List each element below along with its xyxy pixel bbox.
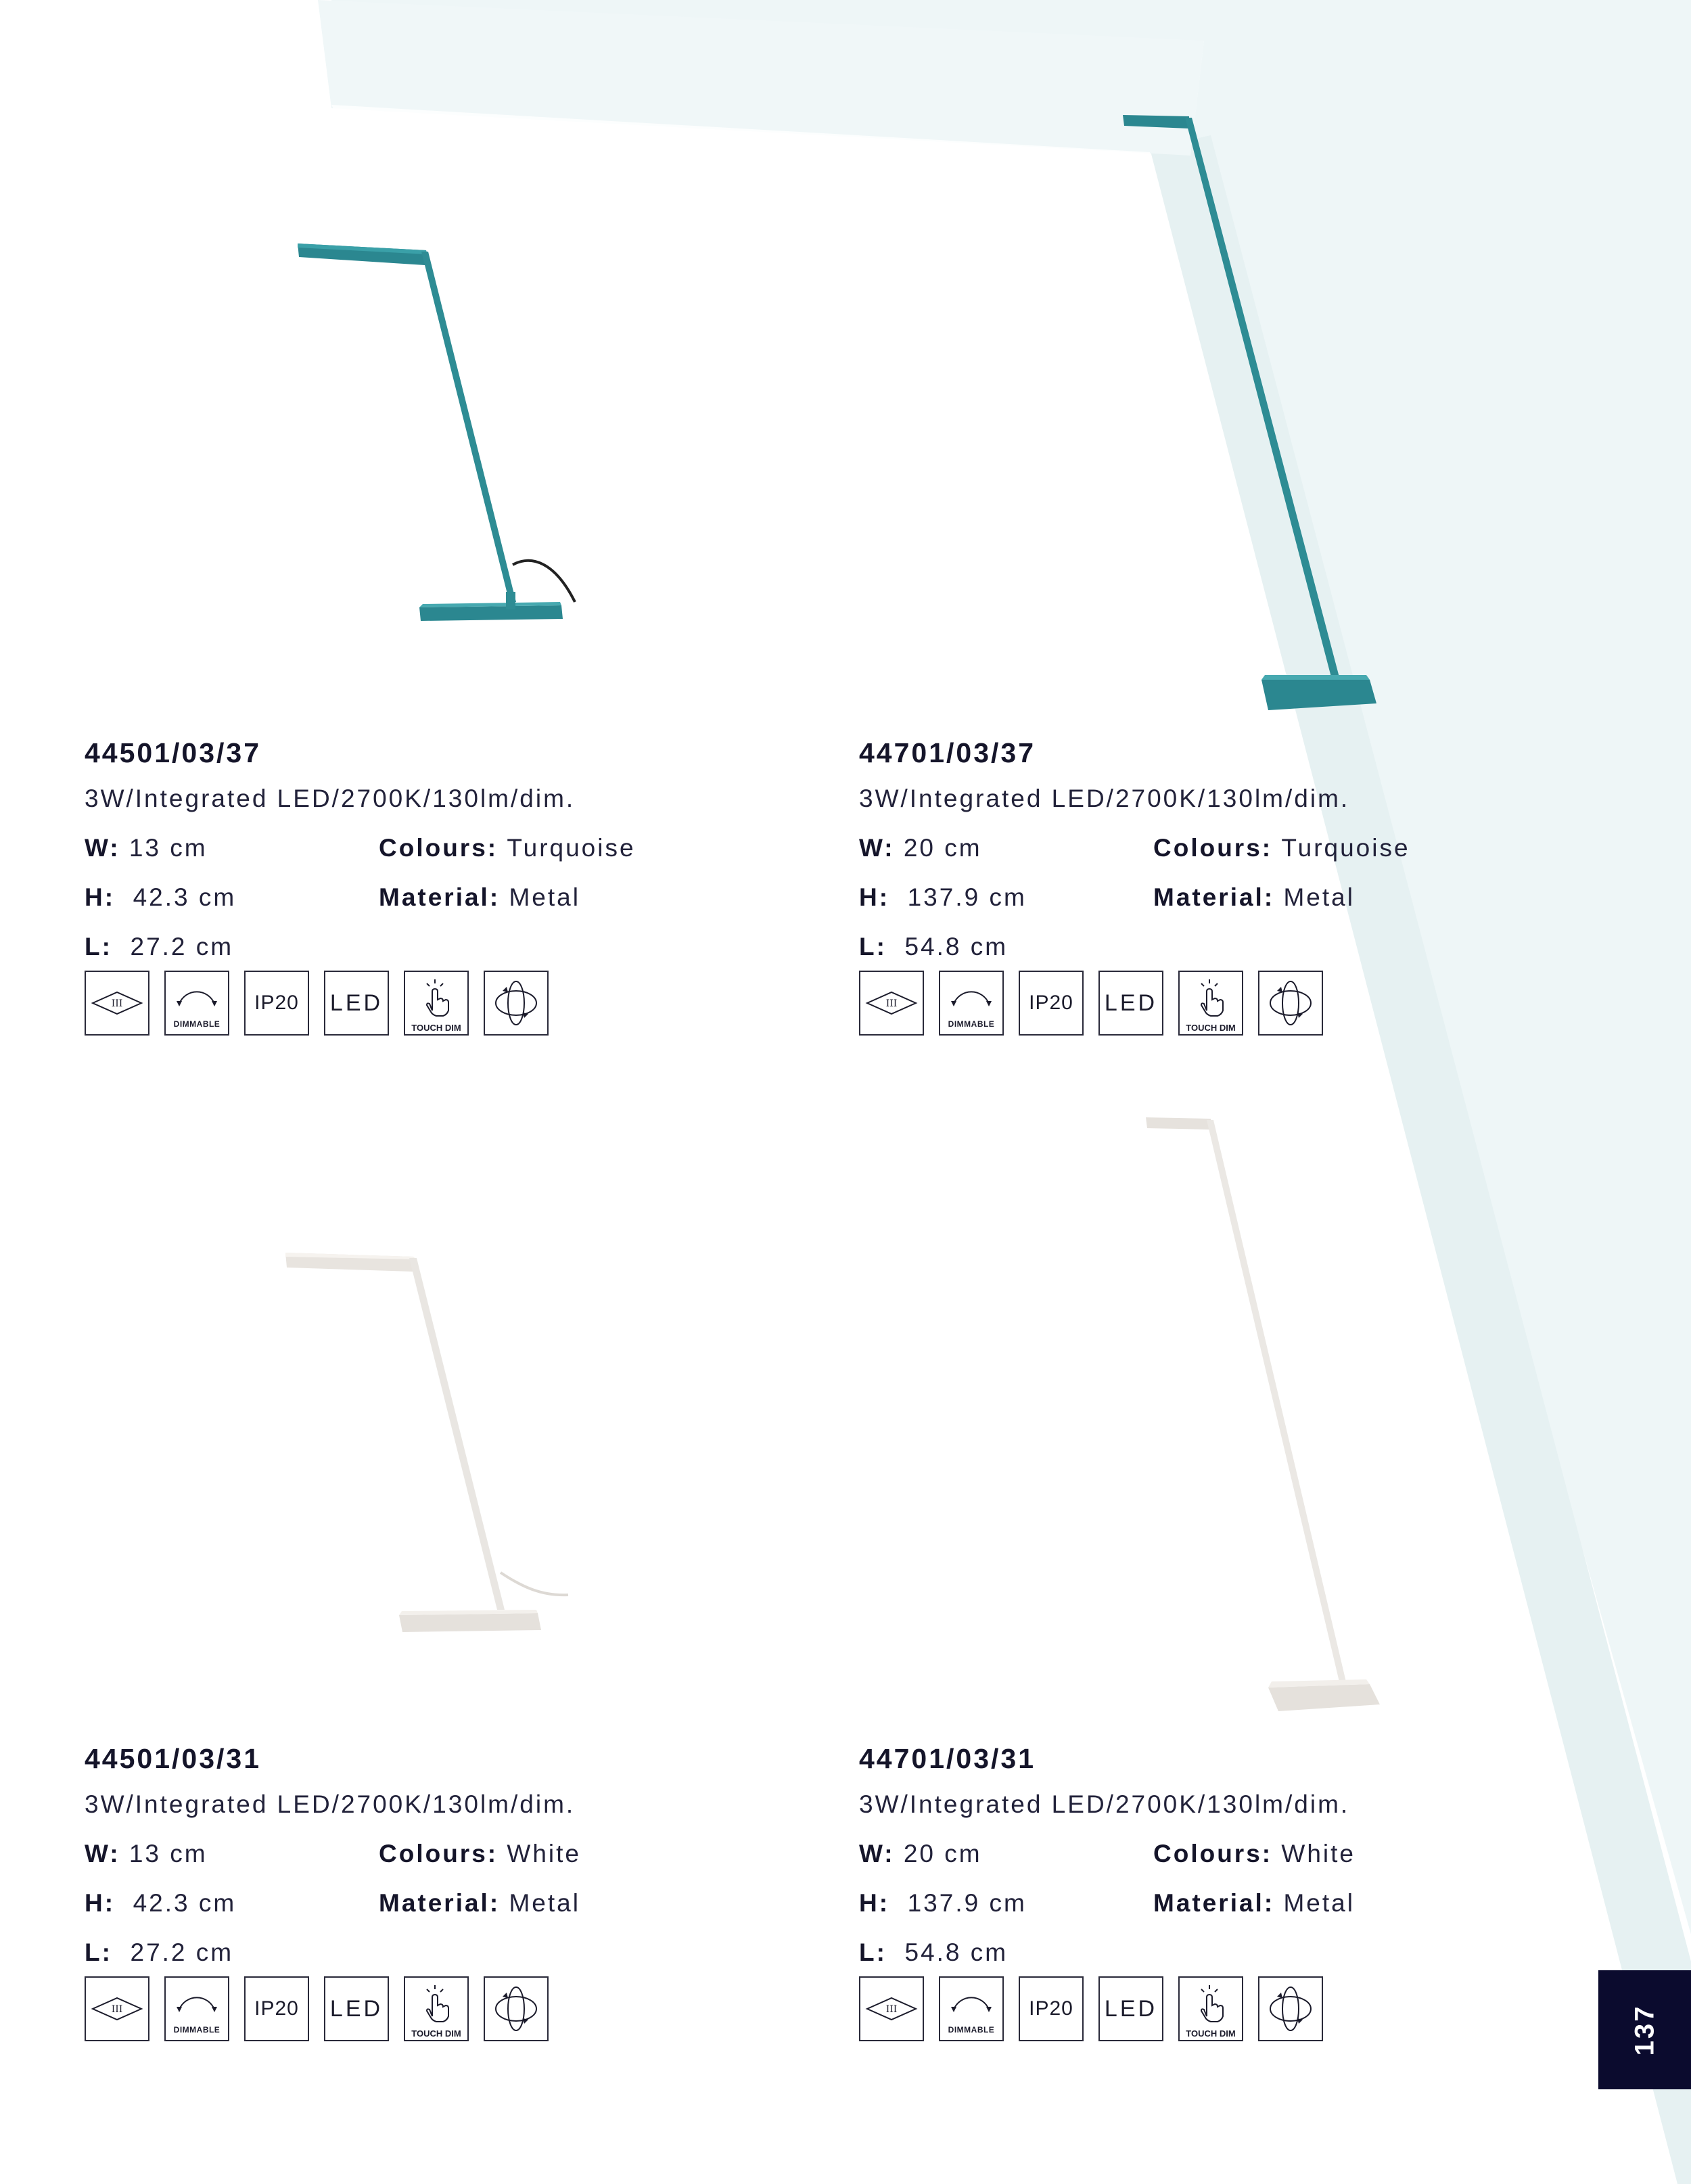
ip20-icon: IP20 (244, 1976, 309, 2041)
product-description: 3W/Integrated LED/2700K/130lm/dim. (859, 785, 1350, 812)
height-spec: H: 137.9 cm (859, 883, 1027, 911)
dimmable-icon: DIMMABLE (939, 1976, 1004, 2041)
width-spec: W: 13 cm (85, 834, 208, 862)
height-spec: H: 42.3 cm (85, 1889, 237, 1917)
page-number: 137 (1629, 2004, 1659, 2055)
material-spec: Material: Metal (379, 1889, 580, 1917)
svg-text:III: III (111, 998, 123, 1009)
ip20-icon: IP20 (1019, 1976, 1084, 2041)
product-code: 44701/03/31 (859, 1743, 1036, 1774)
width-spec: W: 20 cm (859, 834, 982, 862)
product-description: 3W/Integrated LED/2700K/130lm/dim. (85, 1790, 576, 1818)
protection-class-iii-icon (85, 1976, 149, 2041)
product-code: 44501/03/37 (85, 737, 262, 768)
touch-dim-icon: TOUCH DIM (1178, 971, 1243, 1036)
led-icon: LED (324, 1976, 389, 2041)
svg-text:III: III (885, 2004, 898, 2015)
material-spec: Material: Metal (1153, 883, 1355, 911)
product-description: 3W/Integrated LED/2700K/130lm/dim. (85, 785, 576, 812)
touch-dim-icon: TOUCH DIM (1178, 1976, 1243, 2041)
led-icon: LED (1098, 971, 1163, 1036)
page-number-tab (1598, 1970, 1691, 2089)
product-image-44701-03-37 (1109, 108, 1393, 717)
touch-dim-icon: TOUCH DIM (404, 971, 469, 1036)
rotatable-icon (1258, 1976, 1323, 2041)
colours-spec: Colours: White (1153, 1840, 1356, 1867)
touch-dim-icon: TOUCH DIM (404, 1976, 469, 2041)
product-image-44701-03-31 (1136, 1109, 1407, 1718)
height-spec: H: 137.9 cm (859, 1889, 1027, 1917)
rotatable-icon (1258, 971, 1323, 1036)
dimmable-icon: DIMMABLE (164, 1976, 229, 2041)
product-code: 44501/03/31 (85, 1743, 262, 1774)
height-spec: H: 42.3 cm (85, 883, 237, 911)
svg-text:III: III (885, 998, 898, 1009)
rotatable-icon (484, 971, 549, 1036)
dimmable-icon: DIMMABLE (164, 971, 229, 1036)
width-spec: W: 13 cm (85, 1840, 208, 1867)
product-image-44501-03-31 (277, 1245, 588, 1644)
colours-spec: Colours: Turquoise (1153, 834, 1410, 862)
material-spec: Material: Metal (379, 883, 580, 911)
product-description: 3W/Integrated LED/2700K/130lm/dim. (859, 1790, 1350, 1818)
ip20-icon: IP20 (244, 971, 309, 1036)
led-icon: LED (1098, 1976, 1163, 2041)
product-44501-03-37 (85, 737, 829, 1055)
protection-class-iii-icon (85, 971, 149, 1036)
led-icon: LED (324, 971, 389, 1036)
colours-spec: Colours: White (379, 1840, 581, 1867)
length-spec: L: 27.2 cm (85, 933, 234, 960)
product-44701-03-37 (859, 737, 1603, 1055)
dimmable-icon: DIMMABLE (939, 971, 1004, 1036)
material-spec: Material: Metal (1153, 1889, 1355, 1917)
length-spec: L: 27.2 cm (85, 1938, 234, 1966)
ip20-icon: IP20 (1019, 971, 1084, 1036)
length-spec: L: 54.8 cm (859, 1938, 1009, 1966)
width-spec: W: 20 cm (859, 1840, 982, 1867)
svg-text:III: III (111, 2004, 123, 2015)
length-spec: L: 54.8 cm (859, 933, 1009, 960)
product-44701-03-31 (859, 1743, 1603, 2061)
protection-class-iii-icon (859, 971, 924, 1036)
product-image-44501-03-37 (284, 237, 595, 629)
product-code: 44701/03/37 (859, 737, 1036, 768)
product-44501-03-31 (85, 1743, 829, 2061)
protection-class-iii-icon (859, 1976, 924, 2041)
colours-spec: Colours: Turquoise (379, 834, 636, 862)
rotatable-icon (484, 1976, 549, 2041)
